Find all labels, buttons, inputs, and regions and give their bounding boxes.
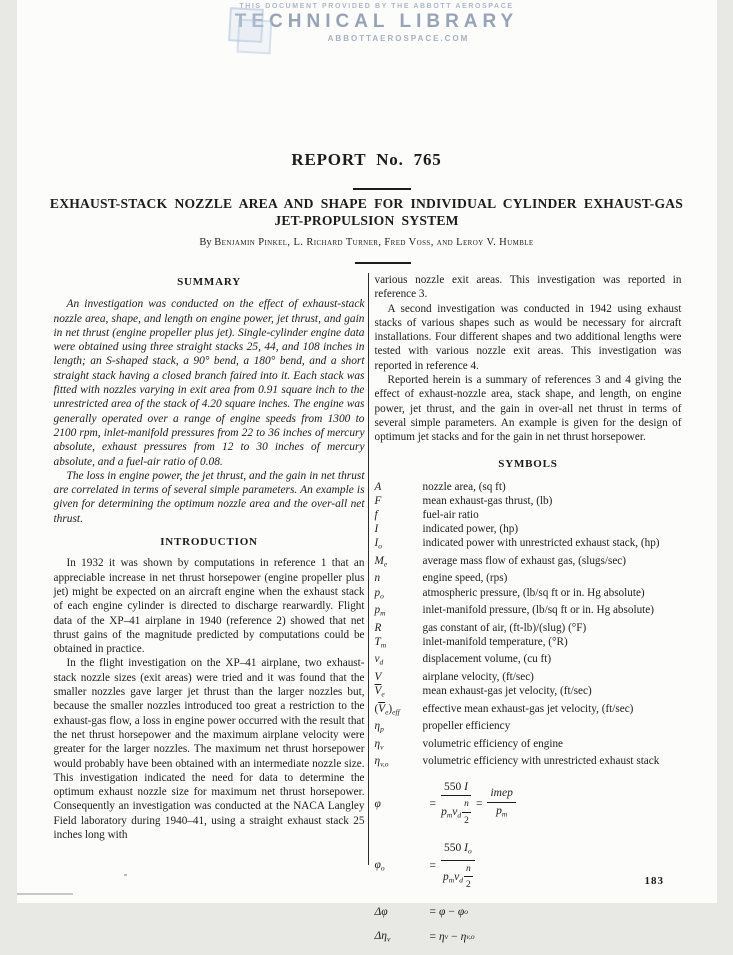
math-token: = — [427, 859, 440, 873]
math-token: 2 — [466, 880, 471, 890]
symbols-heading: SYMBOLS — [375, 457, 682, 471]
report-page — [17, 0, 717, 903]
math-token: η — [375, 738, 381, 750]
body-paragraph-2: A second investigation was conducted in 1942 using exhaust stacks of various shapes such as would be necessary for aircraft installations. Four different shapes and two additional lengths were tested with various nozzle exit areas. This investigation was reported in reference 4. — [375, 302, 682, 373]
equation-row — [375, 780, 682, 828]
math-token: φ — [458, 905, 464, 919]
math-token: η — [375, 755, 381, 767]
equation-row — [375, 905, 682, 919]
symbol — [375, 719, 423, 737]
math-token: I — [464, 842, 468, 854]
symbol-description: engine speed, (rps) — [423, 571, 682, 585]
two-column-body — [54, 273, 682, 955]
symbol-row — [375, 494, 682, 508]
symbol-row — [375, 621, 682, 635]
symbol — [375, 621, 423, 635]
equation-row — [375, 841, 682, 892]
math-token: R — [375, 622, 382, 634]
paper-title-line1: EXHAUST-STACK NOZZLE AREA AND SHAPE FOR INDIVIDUAL CYLINDER EXHAUST-GAS — [47, 195, 687, 212]
divider-rule-mid — [355, 262, 411, 264]
equation-lhs — [375, 797, 427, 811]
math-token: p — [441, 806, 447, 818]
symbol — [375, 652, 423, 670]
symbol-row — [375, 603, 682, 621]
math-subscript: e — [384, 559, 387, 568]
math-token: $\overline{V}$ — [378, 703, 385, 715]
symbol — [375, 754, 423, 772]
summary-paragraph-2: The loss in engine power, the jet thrust, and the gain in net thrust are correlated in terms of several simple parameters. An example is given for determining the optimum nozzle area and the over-all net thrust. — [54, 469, 365, 526]
symbol-description: effective mean exhaust-gas jet velocity, (ft/sec) — [423, 702, 682, 720]
math-token: 550 — [444, 781, 464, 793]
symbol-row — [375, 652, 682, 670]
symbol — [375, 702, 423, 720]
math-token: ( — [375, 703, 379, 715]
math-token: I — [375, 523, 379, 535]
math-token: φ — [375, 859, 381, 871]
symbol-description: average mass flow of exhaust gas, (slugs/sec) — [423, 554, 682, 572]
math-token: p — [375, 604, 381, 616]
math-token: Δφ — [375, 906, 388, 918]
math-token: p — [375, 587, 381, 599]
page-number: 183 — [645, 875, 665, 887]
math-subscript: v — [445, 930, 448, 944]
symbol — [375, 635, 423, 653]
math-token: 550 — [444, 842, 464, 854]
introduction-paragraph-2: In the flight investigation on the XP–41 airplane, two exhaust-stack nozzle sizes (exit areas) were tried and it was found that the smaller nozzles gave larger jet thrust than the larger nozzles but, because the smaller nozzles introduced too great a restriction to the exhaust-gas flow, a loss in engine power occurred with the result that the net thrust horsepower and the maximum airplane velocity were greater for the larger nozzles. The maximum net thrust horsepower would probably have been obtained with an intermediate nozzle size. This investigation indicated the need for data to determine the optimum exhaust nozzle size for maximum net thrust horsepower. Consequently an investigation was conducted at the NACA Langley Field laboratory during 1940–41, using a straight exhaust stack 25 inches long with — [54, 656, 365, 842]
symbol — [375, 536, 423, 554]
math-token: v — [452, 806, 457, 818]
math-token: p — [443, 871, 449, 883]
symbol-description: gas constant of air, (ft-lb)/(slug) (°F) — [423, 621, 682, 635]
math-subscript: o — [381, 863, 385, 872]
symbol-description: airplane velocity, (ft/sec) — [423, 670, 682, 684]
math-subscript: d — [457, 811, 461, 820]
math-token: 2 — [464, 816, 469, 826]
symbol — [375, 571, 423, 585]
math-subscript: m — [381, 640, 386, 649]
summary-heading: SUMMARY — [54, 275, 365, 289]
symbol-row — [375, 508, 682, 522]
symbol-description: mean exhaust-gas thrust, (lb) — [423, 494, 682, 508]
math-subscript: o — [464, 905, 468, 919]
symbol-description: nozzle area, (sq ft) — [423, 480, 682, 494]
math-token: − — [448, 930, 461, 944]
math-subscript: m — [502, 809, 507, 818]
math-token: I — [464, 781, 468, 793]
math-token: φ — [375, 798, 381, 810]
math-subscript: e — [385, 707, 388, 716]
math-subscript: v,o — [466, 930, 474, 944]
math-subscript: o — [468, 846, 472, 855]
fraction — [462, 797, 471, 828]
math-token: V — [375, 671, 382, 683]
symbol-row — [375, 480, 682, 494]
math-token: Δη — [375, 930, 387, 942]
symbol-description: volumetric efficiency with unrestricted exhaust stack — [423, 754, 682, 772]
symbol-row — [375, 635, 682, 653]
paper-title — [47, 195, 687, 229]
math-token: φ — [439, 905, 445, 919]
math-subscript: d — [379, 658, 383, 667]
math-token: A — [375, 481, 382, 493]
symbol — [375, 684, 423, 702]
math-subscript: m — [449, 875, 454, 884]
math-token: η — [439, 930, 445, 944]
watermark — [37, 3, 717, 43]
symbol-description: displacement volume, (cu ft) — [423, 652, 682, 670]
math-token: I — [375, 537, 379, 549]
math-subscript: e — [381, 690, 384, 699]
math-token: F — [375, 495, 382, 507]
math-token: − — [445, 905, 458, 919]
symbol-row — [375, 684, 682, 702]
symbols-list — [375, 480, 682, 772]
symbol — [375, 494, 423, 508]
equation-body — [427, 841, 477, 892]
divider-rule-top — [353, 188, 411, 190]
paper-title-line2: JET-PROPULSION SYSTEM — [47, 212, 687, 229]
fraction — [464, 862, 473, 893]
symbol-row — [375, 554, 682, 572]
symbol-description: fuel-air ratio — [423, 508, 682, 522]
math-token: v — [454, 871, 459, 883]
math-token: n — [464, 799, 469, 809]
math-token: = — [427, 930, 440, 944]
math-token: = — [427, 905, 440, 919]
byline-prefix: By — [199, 237, 214, 248]
symbol-row — [375, 737, 682, 755]
symbol-description: volumetric efficiency of engine — [423, 737, 682, 755]
byline-authors: Benjamin Pinkel, L. Richard Turner, Fred Voss, and Leroy V. Humble — [214, 237, 533, 248]
math-token: n — [466, 864, 471, 874]
math-subscript: p — [380, 725, 384, 734]
symbol-description: indicated power, (hp) — [423, 522, 682, 536]
math-token: η — [375, 720, 381, 732]
symbol-description: indicated power with unrestricted exhaust stack, (hp) — [423, 536, 682, 554]
equation-lhs — [375, 858, 427, 876]
math-subscript: v — [380, 742, 383, 751]
symbol-row — [375, 702, 682, 720]
math-subscript: d — [459, 875, 463, 884]
math-token: p — [496, 805, 502, 817]
symbol-row — [375, 586, 682, 604]
symbol-description: mean exhaust-gas jet velocity, (ft/sec) — [423, 684, 682, 702]
symbol-description: propeller efficiency — [423, 719, 682, 737]
math-subscript: eff — [392, 707, 400, 716]
introduction-heading: INTRODUCTION — [54, 535, 365, 549]
left-column — [54, 273, 368, 955]
math-subscript: v,o — [380, 760, 388, 769]
math-token: η — [461, 930, 467, 944]
body-paragraph-3: Reported herein is a summary of references 3 and 4 giving the effect of exhaust-nozzle area, stack shape, and length, on engine power, jet thrust, and the gain in over-all net thrust in terms of several simple parameters. An example is given for the design of optimum jet stacks and for the gain in net thrust horsepower. — [375, 373, 682, 444]
math-token: v — [375, 653, 380, 665]
math-subscript: m — [380, 609, 385, 618]
watermark-provider-text: THIS DOCUMENT PROVIDED BY THE ABBOTT AEROSPACE — [37, 3, 717, 10]
equation-body — [427, 930, 475, 944]
symbol — [375, 480, 423, 494]
symbol — [375, 522, 423, 536]
symbol-row — [375, 536, 682, 554]
symbol-row — [375, 571, 682, 585]
scan-artifact-dot — [124, 874, 127, 876]
math-token: f — [375, 509, 378, 521]
symbol — [375, 670, 423, 684]
symbol — [375, 554, 423, 572]
symbol — [375, 586, 423, 604]
math-token: M — [375, 555, 384, 567]
right-column — [369, 273, 682, 955]
math-token: T — [375, 636, 381, 648]
math-token: = — [473, 797, 486, 811]
fraction — [441, 780, 471, 828]
symbol-row — [375, 754, 682, 772]
symbol — [375, 603, 423, 621]
introduction-paragraph-1: In 1932 it was shown by computations in reference 1 that an appreciable increase in net thrust horsepower (engine propeller plus jet) might be expected on an aircraft engine when the exhaust stack of each engine cylinder is directed to discharge rearwardly. Flight data of the XP–41 airplane in 1940 (reference 2) showed that net thrust gains of the magnitude predicted by computations could be obtained in practice. — [54, 556, 365, 656]
scan-artifact-line — [17, 893, 73, 895]
equation-lhs — [375, 929, 427, 947]
watermark-url: ABBOTTAEROSPACE.COM — [59, 34, 733, 43]
byline — [17, 237, 717, 248]
math-subscript: m — [447, 811, 452, 820]
equation-lhs — [375, 905, 427, 919]
summary-paragraph-1: An investigation was conducted on the effect of exhaust-stack nozzle area, shape, and length on engine power, jet thrust, and gain in net thrust (engine propeller plus jet). Single-cylinder engine data were obtained using three straight stacks 25, 44, and 108 inches in length; an S-shaped stack, a 90° bend, a 180° bend, and a short straight stack having a closed branch faired into it. Each stack was fitted with nozzles varying in exit area from 0.91 square inch to the unrestricted area of the stack of 4.20 square inches. The engine was generally operated over a range of engine speeds from 1300 to 2100 rpm, inlet-manifold pressures from 22 to 36 inches of mercury absolute, exhaust pressures from 12 to 30 inches of mercury absolute, and a fuel-air ratio of 0.08. — [54, 297, 365, 469]
math-token: ) — [388, 703, 392, 715]
watermark-technical-library: TECHNICAL LIBRARY — [37, 11, 717, 33]
symbol-row — [375, 670, 682, 684]
fraction — [441, 841, 475, 892]
math-subscript: v — [387, 934, 390, 943]
symbol — [375, 737, 423, 755]
equation-body — [427, 905, 469, 919]
math-token: = — [427, 797, 440, 811]
equation-row — [375, 929, 682, 947]
symbol-row — [375, 522, 682, 536]
symbol-description: inlet-manifold pressure, (lb/sq ft or in. Hg absolute) — [423, 603, 682, 621]
math-token: imep — [490, 787, 512, 799]
math-token: $\overline{V}$ — [375, 685, 382, 697]
symbol — [375, 508, 423, 522]
fraction — [487, 786, 515, 821]
equation-body — [427, 780, 518, 828]
symbol-description: atmospheric pressure, (lb/sq ft or in. Hg absolute) — [423, 586, 682, 604]
math-token: n — [375, 572, 381, 584]
symbol-row — [375, 719, 682, 737]
symbol-description: inlet-manifold temperature, (°R) — [423, 635, 682, 653]
report-number: REPORT No. 765 — [17, 150, 717, 170]
equations-block — [375, 780, 682, 946]
math-subscript: o — [380, 591, 384, 600]
body-paragraph-continuation: various nozzle exit areas. This investigation was reported in reference 3. — [375, 273, 682, 302]
math-subscript: o — [378, 542, 382, 551]
